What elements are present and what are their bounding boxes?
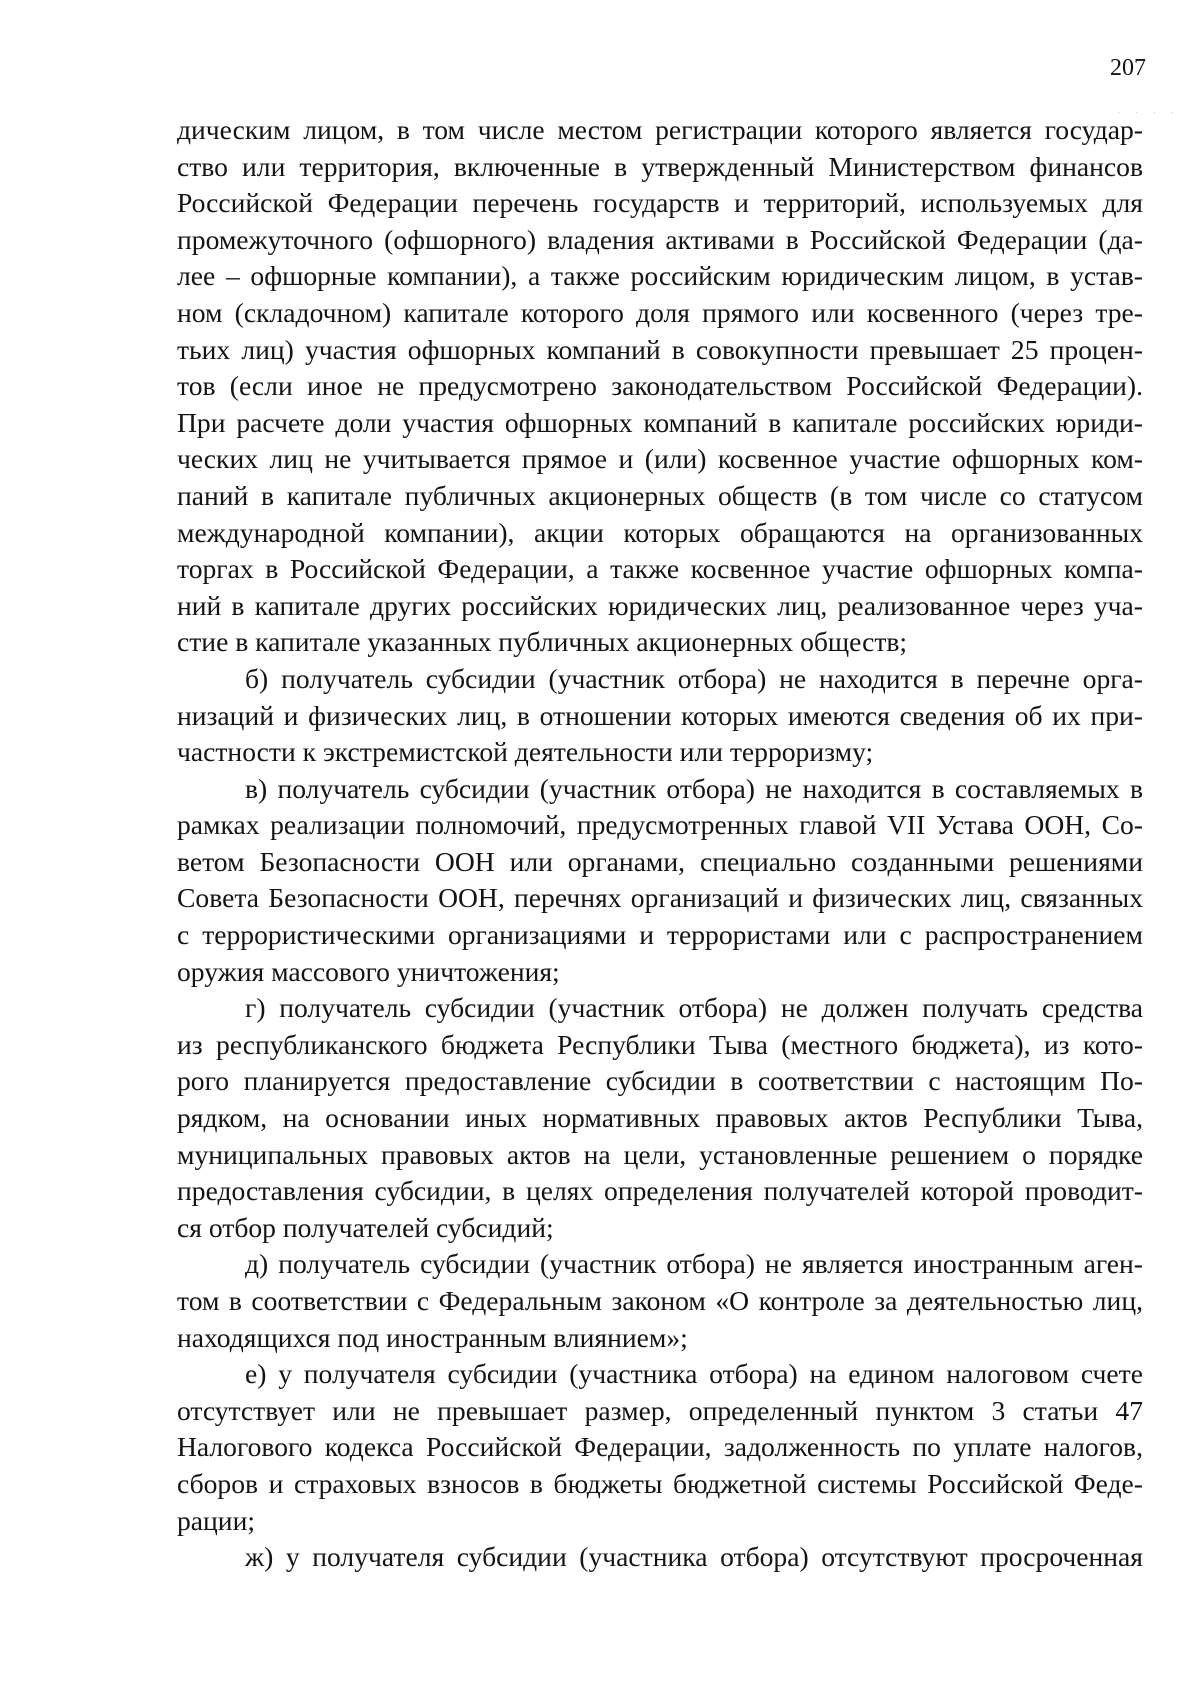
text-line: ном (складочном) капитале которого доля прямого или косвенного (через тре- — [177, 296, 1143, 328]
page-number: 207 — [1110, 55, 1146, 81]
text-line: е) у получателя субсидии (участника отбора) на едином налоговом счете — [245, 1358, 1143, 1390]
text-line: При расчете доли участия офшорных компаний в капитале российских юриди- — [177, 406, 1143, 438]
paragraph-item-b — [177, 661, 1143, 771]
text-line: Совета Безопасности ООН, перечнях организаций и физических лиц, связанных — [177, 882, 1143, 914]
paragraph-continuation — [177, 112, 1143, 661]
text-line: частности к экстремистской деятельности или терроризму; — [177, 736, 874, 768]
text-line: международной компании), акции которых обращаются на организованных — [177, 516, 1143, 548]
text-line: отсутствует или не превышает размер, определенный пунктом 3 статьи 47 — [177, 1394, 1143, 1426]
text-line: дическим лицом, в том числе местом регистрации которого является государ- — [177, 114, 1143, 145]
text-line: ческих лиц не учитывается прямое и (или) косвенное участие офшорных ком- — [177, 443, 1143, 475]
paragraph-item-zh — [177, 1539, 1143, 1576]
text-line: Налогового кодекса Российской Федерации, задолженность по уплате налогов, — [177, 1431, 1143, 1463]
paragraph-item-e — [177, 1356, 1143, 1539]
text-line: лее – офшорные компании), а также российским юридическим лицом, в устав- — [177, 260, 1143, 292]
text-line: сборов и страховых взносов в бюджеты бюджетной системы Российской Феде- — [177, 1467, 1143, 1499]
text-line: рации; — [177, 1504, 256, 1536]
text-line: с террористическими организациями и террористами или с распространением — [177, 919, 1143, 951]
paragraph-item-g — [177, 990, 1143, 1246]
text-line: б) получатель субсидии (участник отбора) не находится в перечне орга- — [245, 662, 1143, 694]
text-line: ветом Безопасности ООН или органами, специально созданными решениями — [177, 845, 1143, 877]
text-line: ство или территория, включенные в утвержденный Министерством финансов — [177, 150, 1143, 182]
text-line: д) получатель субсидии (участник отбора) не является иностранным аген- — [245, 1248, 1143, 1280]
text-line: ний в капитале других российских юридических лиц, реализованное через уча- — [177, 589, 1143, 621]
text-line: предоставления субсидии, в целях определения получателей которой проводит- — [177, 1175, 1143, 1207]
text-line: промежуточного (офшорного) владения активами в Российской Федерации (да- — [177, 223, 1143, 255]
text-line: рамках реализации полномочий, предусмотренных главой VII Устава ООН, Со- — [177, 809, 1143, 841]
scan-artifact: · · · · — [1117, 108, 1180, 119]
text-line: ся отбор получателей субсидий; — [177, 1211, 554, 1243]
text-line: оружия массового уничтожения; — [177, 955, 560, 987]
paragraph-item-v — [177, 771, 1143, 991]
text-line: тов (если иное не предусмотрено законодательством Российской Федерации). — [177, 370, 1143, 402]
text-line: тьих лиц) участия офшорных компаний в совокупности превышает 25 процен- — [177, 333, 1143, 365]
text-line: том в соответствии с Федеральным законом «О контроле за деятельностью лиц, — [177, 1285, 1143, 1316]
paragraph-item-d — [177, 1246, 1143, 1356]
text-line: ж) у получателя субсидии (участника отбора) отсутствуют просроченная — [245, 1541, 1143, 1573]
text-line: в) получатель субсидии (участник отбора) не находится в составляемых в — [245, 772, 1143, 804]
text-line: находящихся под иностранным влиянием»; — [177, 1321, 688, 1353]
body-text — [177, 112, 1143, 1576]
text-line: Российской Федерации перечень государств и территорий, используемых для — [177, 187, 1143, 219]
text-line: рядком, на основании иных нормативных правовых актов Республики Тыва, — [177, 1102, 1143, 1134]
text-line: из республиканского бюджета Республики Тыва (местного бюджета), из кото- — [177, 1028, 1143, 1060]
text-line: низаций и физических лиц, в отношении которых имеются сведения об их при- — [177, 699, 1143, 731]
text-line: паний в капитале публичных акционерных обществ (в том числе со статусом — [177, 479, 1143, 511]
text-line: стие в капитале указанных публичных акционерных обществ; — [177, 626, 908, 658]
text-line: рого планируется предоставление субсидии в соответствии с настоящим По- — [177, 1065, 1143, 1097]
text-line: муниципальных правовых актов на цели, установленные решением о порядке — [177, 1138, 1143, 1170]
text-line: торгах в Российской Федерации, а также косвенное участие офшорных компа- — [177, 553, 1143, 585]
text-line: г) получатель субсидии (участник отбора) не должен получать средства — [245, 992, 1143, 1024]
